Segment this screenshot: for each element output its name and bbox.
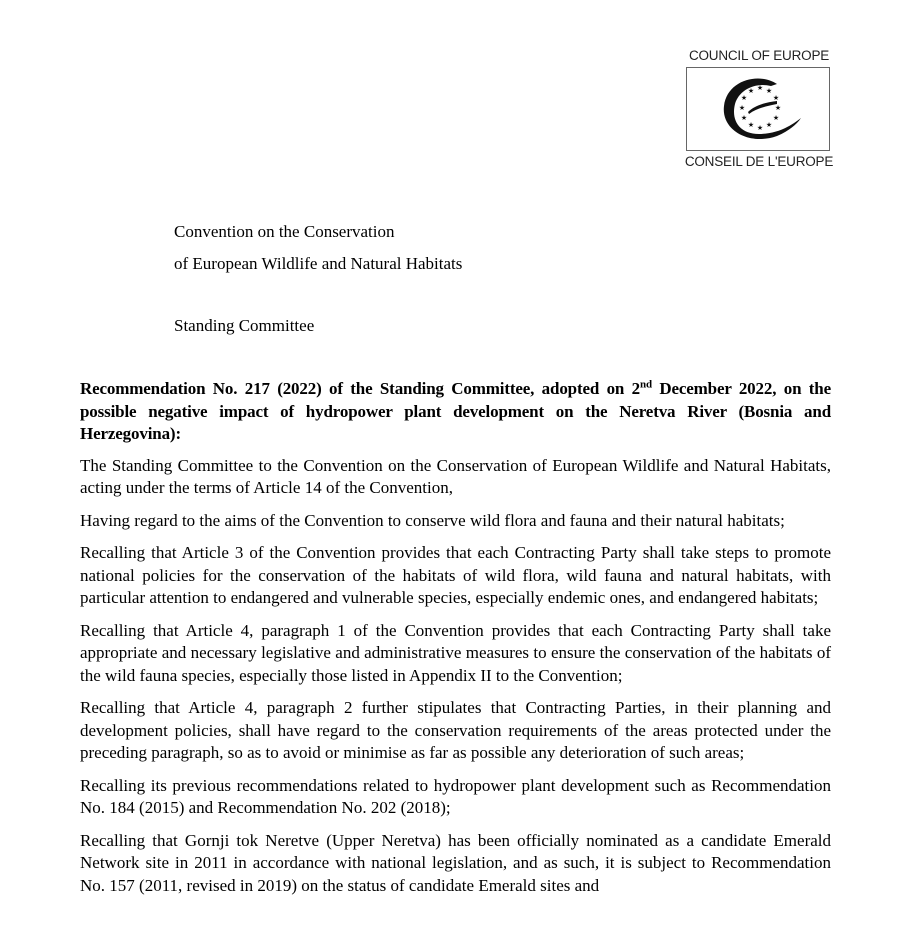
svg-text:★: ★ <box>756 84 764 92</box>
logo-text-english: COUNCIL OF EUROPE <box>688 48 830 63</box>
svg-text:★: ★ <box>738 104 746 112</box>
paragraph-article-4-2: Recalling that Article 4, paragraph 2 further stipulates that Contracting Parties, in their planning and development policies, shall have regard to the conservation requirements of the areas protected under the preceding paragraph, so as to avoid or minimise as far as possible any deterioration of such areas; <box>80 698 831 762</box>
paragraph-having-regard: Having regard to the aims of the Convention to conserve wild flora and fauna and their natural habitats; <box>80 510 785 530</box>
svg-text:★: ★ <box>740 94 748 102</box>
council-of-europe-emblem-icon <box>715 74 805 146</box>
recommendation-title <box>80 378 831 446</box>
paragraph-article-3: Recalling that Article 3 of the Convention provides that each Contracting Party shall take steps to promote national policies for the conservation of the habitats of wild flora, wild fauna and natural habitats, with particular attention to endangered and vulnerable species, especially endemic ones, and endangered habitats; <box>80 543 831 607</box>
svg-text:★: ★ <box>765 87 773 95</box>
convention-title-line-2: of European Wildlife and Natural Habitats <box>174 254 463 273</box>
svg-text:★: ★ <box>774 104 782 112</box>
paragraph-preamble: The Standing Committee to the Convention on the Conservation of European Wildlife and Natural Habitats, acting under the terms of Article 14 of the Convention, <box>80 455 831 497</box>
svg-text:★: ★ <box>740 114 748 122</box>
svg-text:★: ★ <box>772 94 780 102</box>
svg-text:★: ★ <box>747 87 755 95</box>
paragraph-previous-recommendations: Recalling its previous recommendations related to hydropower plant development such as Recommendation No. 184 (2015) and Recommendation No. 202 (2018); <box>80 775 831 817</box>
paragraph-article-4-1: Recalling that Article 4, paragraph 1 of the Convention provides that each Contracting Party shall take appropriate and necessary legislative and administrative measures to ensure the conservation of the habitats of the wild fauna species, especially those listed in Appendix II to the Convention; <box>80 620 831 685</box>
svg-text:★: ★ <box>765 121 773 129</box>
recommendation-title-part-2: December 2022, on the possible negative impact of hydropower plant development on the Neretva River (Bosnia and Herzegovina): <box>80 379 831 443</box>
document-body <box>80 378 831 897</box>
convention-title-line-1: Convention on the Conservation <box>174 222 395 241</box>
committee-name: Standing Committee <box>174 316 315 335</box>
svg-text:★: ★ <box>747 121 755 129</box>
paragraph-emerald-site: Recalling that Gornji tok Neretve (Upper Neretva) has been officially nominated as a candidate Emerald Network site in 2011 in accordance with national legislation, and as such, it is subject to Recommendation No. 157 (2011, revised in 2019) on the status of candidate Emerald sites and <box>80 830 831 895</box>
svg-text:★: ★ <box>772 114 780 122</box>
convention-title <box>174 216 462 280</box>
svg-text:★: ★ <box>756 124 764 132</box>
recommendation-title-part-1: Recommendation No. 217 (2022) of the Standing Committee, adopted on 2 <box>80 379 640 398</box>
council-of-europe-logo <box>684 48 834 170</box>
recommendation-title-ordinal: nd <box>639 378 652 391</box>
logo-text-french: CONSEIL DE L'EUROPE <box>684 154 834 169</box>
logo-frame <box>686 67 830 151</box>
